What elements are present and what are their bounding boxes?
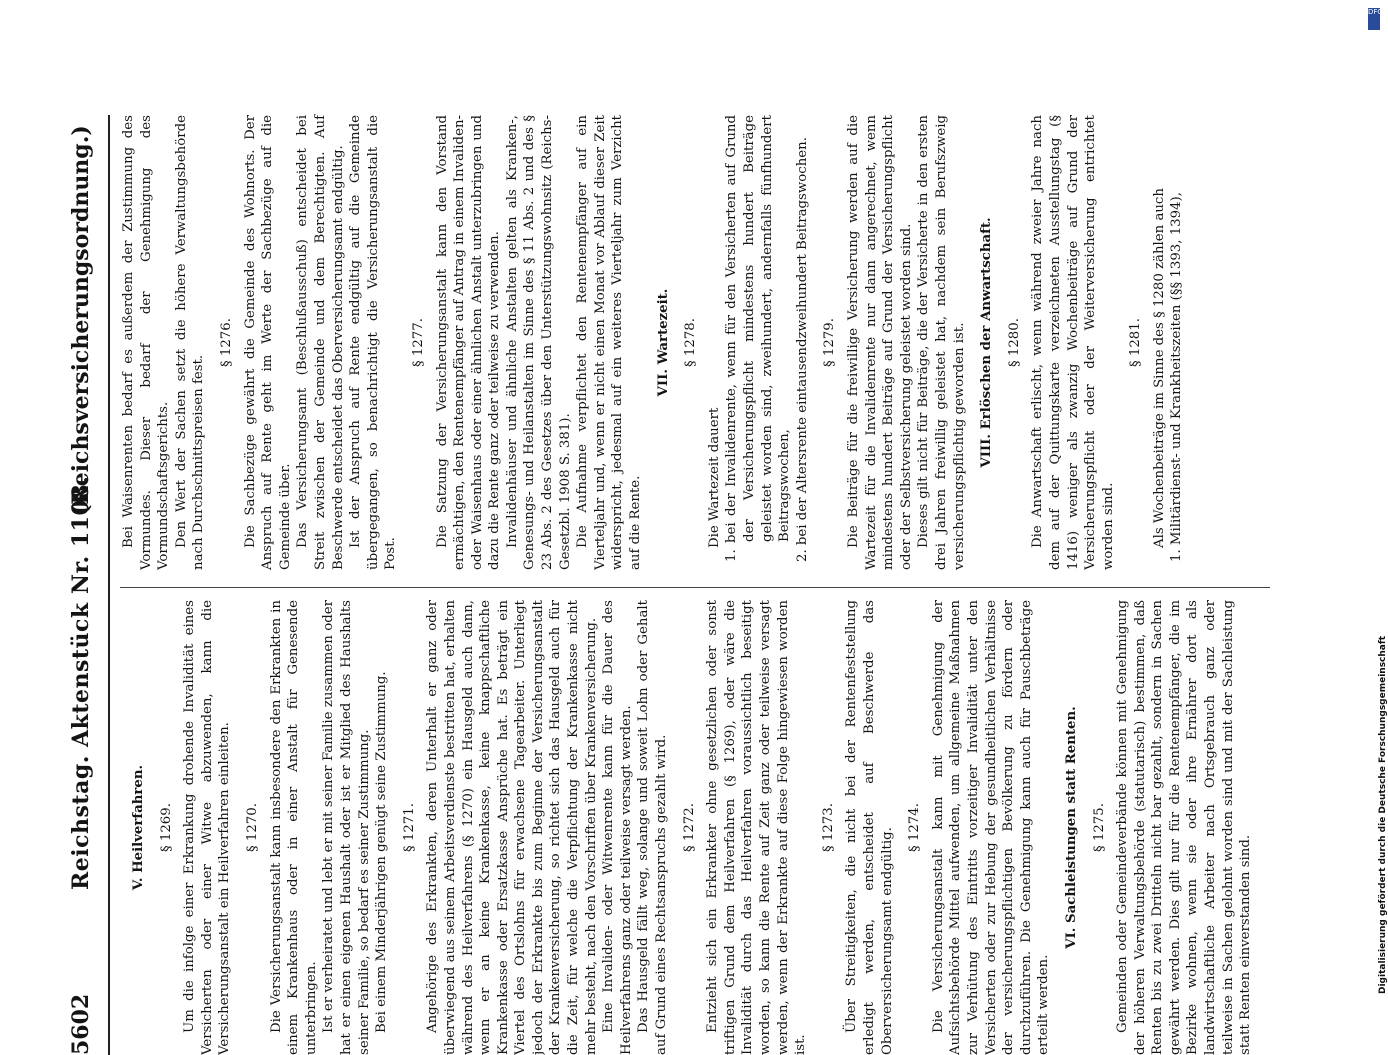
text-sec: § 1276. [218,318,234,367]
dfg-logo-icon: DFG [1368,8,1380,30]
header-rule [108,115,110,1055]
digitization-note-text: Digitalisierung gefördert durch die Deutsche Forschungsgemeinschaft [1378,635,1388,994]
text-head: VIII. Erlöschen der Anwartschaft. [979,217,995,468]
text-par: Die Versicherungsanstalt kann insbesondere den Erkrankten in einem Krankenhaus oder in einer Anstalt für Genesende unterbringen. [268,600,319,1055]
text-head: VII. Wartezeit. [655,288,671,397]
text-par: Das Hausgeld fällt weg, solange und soweit Lohn oder Gehalt auf Grund eines Rechtsanspruchs gezahlt wird. [636,600,670,1055]
text-par: Ist er verheiratet und lebt er mit seiner Familie zusammen oder hat er einen eigenen Haushalt oder ist er Mitglied des Haushalts seiner Familie, so bedarf es seiner Zustimmung. [321,600,372,1055]
left-column [120,600,1255,1055]
text-sec: § 1269. [158,803,174,852]
document-page [62,115,1342,1055]
text-par: Die Aufnahme verpflichtet den Rentenempfänger auf ein Vierteljahr und, wenn er nicht einen Monat vor Ablauf dieser Zeit widerspricht, jedesmal auf ein weiteres Vierteljahr zum Verzicht auf die Rente. [575,115,644,570]
text-list: 1. Militärdienst- und Krankheitszeiten (§§ 1393, 1394), [1169,192,1185,562]
text-sec: § 1273. [820,803,836,852]
text-par: Bei einem Minderjährigen genügt seine Zustimmung. [374,671,390,1033]
text-par: Die Anwartschaft erlischt, wenn während zweier Jahre nach dem auf der Quittungskarte verzeichneten Ausstellungstag (§ 1416) weniger als zwanzig Wochenbeiträge auf Grund der Versicherungspflicht oder der Weiterversicherung entrichtet worden sind. [1030,115,1116,570]
text-par: Invalidenhäuser und ähnliche Anstalten gelten als Kranken-, Genesungs- und Heilanstalten im Sinne des § 11 Abs. 2 und des § 23 Abs. 2 des Gesetzes über den Unterstützungswohnsitz (Reichs-Gesetzbl. 1908 S. 381). [504,115,573,570]
text-sec: § 1279. [822,318,838,367]
digitization-note [1366,14,1388,994]
text-par: Die Wartezeit dauert [706,407,722,548]
column-divider [120,587,1270,588]
text-head: V. Heilverfahren. [131,764,146,891]
text-sec: § 1274. [907,803,923,852]
rotated-page [62,55,1342,1055]
text-par: Die Versicherungsanstalt kann mit Genehmigung der Aufsichtsbehörde Mittel aufwenden, um allgemeine Maßnahmen zur Verhütung des Eintritts vorzeitiger Invalidität unter den Versicherten oder zur Hebung der gesundheitlichen Verhältnisse der versicherungspflichtigen Bevölkerung zu fördern oder durchzuführen. Die Genehmigung kann auch für Pauschbeträge erteilt werden. [930,600,1052,1055]
text-head: VI. Sachleistungen statt Renten. [1063,706,1079,949]
text-par: Gemeinden oder Gemeindeverbände können mit Genehmigung der höheren Verwaltungsbehörde (statutarisch) bestimmen, daß Renten bis zu zwei Dritteln nicht bar gezahlt, sondern in Sachen gewährt werden. Dies gilt nur für die Rentenempfänger, die im Bezirke wohnen, wenn sie oder ihre Ernährer dort als landwirtschaftliche Arbeiter nach Ortsgebrauch ganz oder teilweise in Sachen gelohnt worden sind und mit der Sachleistung statt Renten einverstanden sind. [1115,600,1254,1055]
text-par: Bei Waisenrenten bedarf es außerdem der Zustimmung des Vormundes. Dieser bedarf der Genehmigung des Vormundschaftsgerichts. [121,115,172,570]
text-sec: § 1275. [1091,803,1107,852]
text-par: Das Versicherungsamt (Beschlußausschuß) entscheidet bei Streit zwischen der Gemeinde und dem Berechtigten. Auf Beschwerde entscheidet das Oberversicherungsamt endgültig. [295,115,346,570]
text-sec: § 1272. [681,803,697,852]
text-sec: § 1277. [410,318,426,367]
text-par: Die Satzung der Versicherungsanstalt kann den Vorstand ermächtigen, den Rentenempfänger auf Antrag in einem Invaliden- oder Waisenhaus oder einer ähnlichen Anstalt unterzubringen und dazu die Rente ganz oder teilweise zu verwenden. [434,115,503,570]
text-list: 1. bei der Invalidenrente, wenn für den Versicherten auf Grund der Versicherungspflicht mindestens hundert Beiträge geleistet worden sind, zweihundert, andernfalls fünfhundert Beitragswochen, [724,115,793,562]
page-title: Reichstag. Aktenstück Nr. 1108. [68,475,94,890]
text-par: Ist der Anspruch auf Rente endgültig auf die Gemeinde übergegangen, so benachrichtigt die Versicherungsanstalt die Post. [348,115,399,570]
text-par: Eine Invaliden- oder Witwenrente kann für die Dauer des Heilverfahrens ganz oder teilweise versagt werden. [601,600,634,1055]
text-par: Den Wert der Sachen setzt die höhere Verwaltungsbehörde nach Durchschnittspreisen fest. [173,115,207,570]
text-list: 2. bei der Altersrente eintausendzweihundert Beitragswochen. [794,137,810,562]
text-par: Die Beiträge für die freiwillige Versicherung werden auf die Wartezeit für die Invalidenrente nur dann angerechnet, wenn mindestens hundert Beiträge auf Grund der Versicherungspflicht oder der Selbstversicherung geleistet worden sind. [845,115,914,570]
text-sec: § 1278. [683,318,699,367]
text-par: Als Wochenbeiträge im Sinne des § 1280 zählen auch [1151,188,1167,548]
text-sec: § 1270. [244,803,260,852]
text-sec: § 1271. [401,803,417,852]
text-par: Über Streitigkeiten, die nicht bei der Rentenfeststellung erledigt werden, entscheidet auf Beschwerde das Oberversicherungsamt endgültig. [844,600,895,1055]
page-header [62,115,110,1055]
text-par: Um die infolge einer Erkrankung drohende Invalidität eines Versicherten oder einer Witwe abzuwenden, kann die Versicherungsanstalt ein Heilverfahren einleiten. [182,600,233,1055]
text-sec: § 1281. [1128,318,1144,367]
text-sec: § 1280. [1006,318,1022,367]
page-subtitle: (Reichsversicherungsordnung.) [68,125,94,515]
text-par: Entzieht sich ein Erkrankter ohne gesetzlichen oder sonst triftigen Grund dem Heilverfahren (§ 1269), oder wäre die Invalidität durch das Heilverfahren voraussichtlich beseitigt worden, so kann die Rente auf Zeit ganz oder teilweise versagt werden, wenn der Erkrankte auf diese Folge hingewiesen worden ist. [705,600,809,1055]
right-column [120,115,1186,570]
text-par: Angehörige des Erkrankten, deren Unterhalt er ganz oder überwiegend aus seinem Arbeitsverdienste bestritten hat, erhalten während des Heilverfahrens (§ 1270) ein Hausgeld auch dann, wenn er an keine Krankenkasse, keine knappschaftliche Krankenkasse oder Ersatzkasse Ansprüche hat. Es beträgt ein Viertel des Ortslohns für erwachsene Tagearbeiter. Unterliegt jedoch der Erkrankte bis zum Beginne der Versicherungsanstalt der Krankenversicherung, so richtet sich das Hausgeld auch für die Zeit, für welche die Verpflichtung der Krankenkasse nicht mehr besteht, nach den Vorschriften über Krankenversicherung. [425,600,599,1055]
page-number: 5602 [68,993,94,1055]
text-par: Dieses gilt nicht für Beiträge, die der Versicherte in den ersten drei Jahren freiwillig geleistet hat, nachdem sein Berufszweig versicherungspflichtig geworden ist. [916,115,967,570]
text-par: Die Sachbezüge gewährt die Gemeinde des Wohnorts. Der Anspruch auf Rente geht im Werte der Sachbezüge auf die Gemeinde über. [242,115,293,570]
